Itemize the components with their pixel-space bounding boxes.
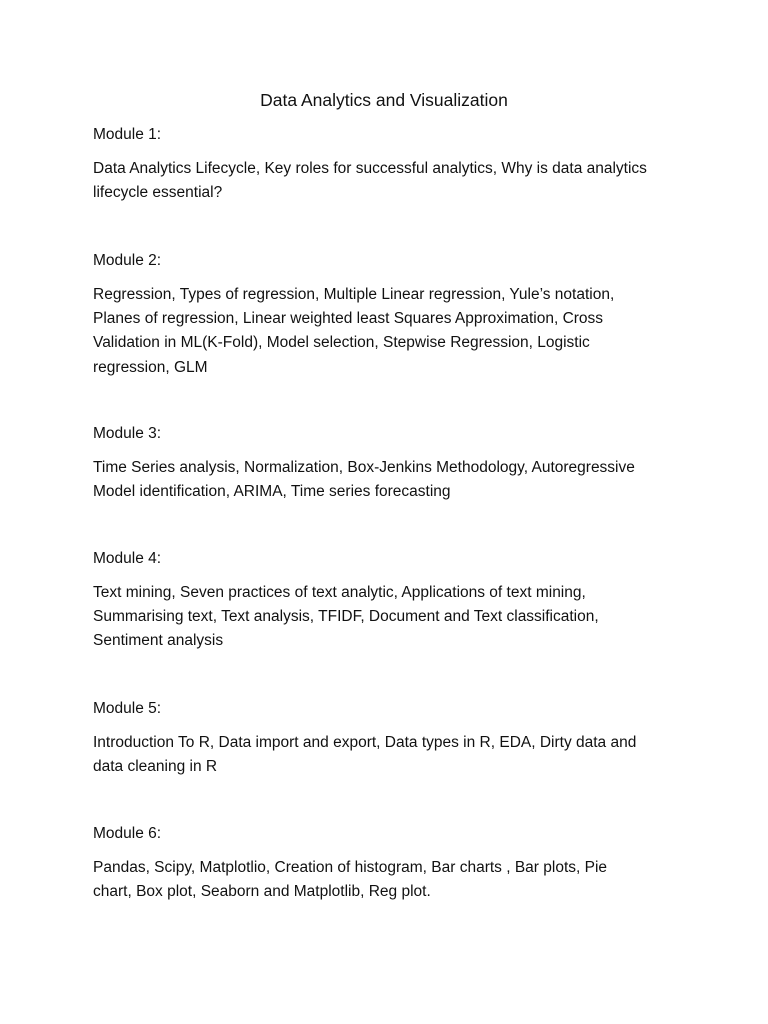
topic-line: lifecycle essential? [93, 184, 223, 202]
module-topics [93, 283, 693, 380]
topic-line: regression, GLM [93, 358, 208, 376]
module-topics [93, 731, 693, 779]
module-section-4 [93, 548, 693, 654]
topic-line: Pandas, Scipy, Matplotlio, Creation of histogram, Bar charts , Bar plots, Pie [93, 859, 608, 876]
module-section-1 [93, 124, 693, 205]
topic-line: chart, Box plot, Seaborn and Matplotlib, Reg plot. [93, 883, 431, 901]
module-heading: Module 4: [93, 550, 162, 567]
module-section-2 [93, 250, 693, 380]
module-heading: Module 1: [93, 126, 162, 143]
module-heading: Module 6: [93, 825, 162, 842]
topic-line: Model identification, ARIMA, Time series forecasting [93, 483, 451, 501]
module-heading: Module 3: [93, 425, 162, 442]
topic-line: Text mining, Seven practices of text analytic, Applications of text mining, [93, 584, 586, 601]
module-topics [93, 456, 693, 504]
module-heading: Module 2: [93, 252, 162, 269]
topic-line: data cleaning in R [93, 758, 218, 776]
module-topics [93, 856, 693, 904]
document-title: Data Analytics and Visualization [260, 90, 508, 110]
topic-line: Introduction To R, Data import and export, Data types in R, EDA, Dirty data and [93, 734, 637, 751]
module-section-5 [93, 698, 693, 779]
module-topics [93, 581, 693, 654]
topic-line: Time Series analysis, Normalization, Box-Jenkins Methodology, Autoregressive [93, 459, 635, 476]
topic-line: Data Analytics Lifecycle, Key roles for successful analytics, Why is data analytics [93, 160, 647, 177]
topic-line: Sentiment analysis [93, 632, 224, 650]
module-section-6 [93, 823, 693, 904]
topic-line: Regression, Types of regression, Multiple Linear regression, Yule’s notation, [93, 286, 615, 303]
module-topics [93, 157, 693, 205]
topic-line: Validation in ML(K-Fold), Model selection, Stepwise Regression, Logistic [93, 334, 590, 352]
topic-line: Summarising text, Text analysis, TFIDF, Document and Text classification, [93, 608, 599, 626]
module-heading: Module 5: [93, 700, 162, 717]
module-section-3 [93, 423, 693, 504]
topic-line: Planes of regression, Linear weighted least Squares Approximation, Cross [93, 310, 604, 328]
